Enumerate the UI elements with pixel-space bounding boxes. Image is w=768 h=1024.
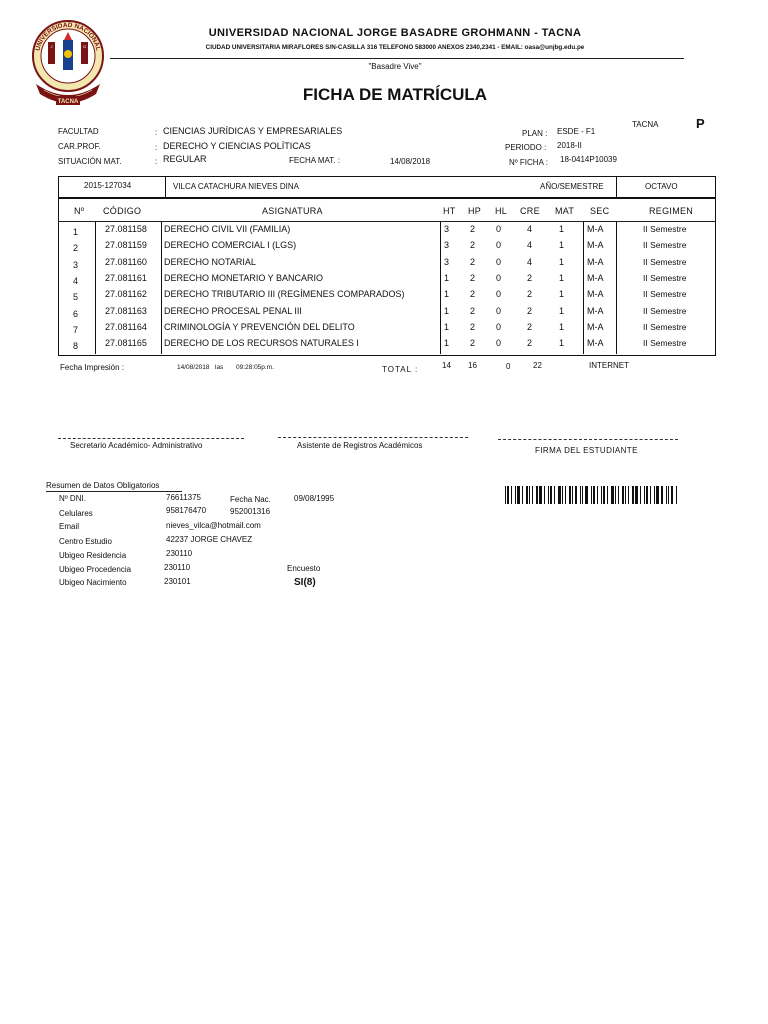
- barcode-bar: [548, 486, 549, 504]
- table-cell: 3: [73, 259, 79, 270]
- signature-student: FIRMA DEL ESTUDIANTE: [535, 446, 638, 455]
- fecha-mat-label: FECHA MAT. :: [289, 156, 340, 165]
- email-value: nieves_vilca@hotmail.com: [166, 521, 261, 530]
- ubigeo-residence-value: 230110: [166, 549, 193, 558]
- phone-1: 958176470: [166, 506, 207, 515]
- table-cell: DERECHO MONETARIO Y BANCARIO: [164, 272, 324, 283]
- barcode-bar: [517, 486, 520, 504]
- barcode-bar: [591, 486, 592, 504]
- table-cell: II Semestre: [643, 338, 687, 349]
- barcode-bar: [615, 486, 616, 504]
- table-header-cell: CRE: [520, 206, 540, 216]
- student-divider-1: [165, 176, 166, 197]
- table-cell: 4: [527, 224, 533, 234]
- motto: "Basadre Vive": [368, 62, 422, 71]
- barcode-bar: [507, 486, 509, 504]
- summary-title: Resumen de Datos Obligatorios: [46, 481, 160, 490]
- table-cell: 2: [527, 321, 533, 332]
- table-cell: 0: [496, 240, 502, 251]
- table-header-cell: HP: [468, 206, 482, 216]
- facultad-label: FACULTAD: [58, 127, 99, 136]
- table-cell: 2: [527, 272, 533, 283]
- table-header-cell: MAT: [555, 206, 575, 216]
- table-cell: 2: [470, 256, 476, 267]
- table-cell: 0: [496, 338, 502, 349]
- table-cell: 1: [559, 240, 565, 251]
- dni-label: Nº DNI.: [59, 494, 86, 503]
- modality: INTERNET: [589, 361, 629, 370]
- signature-secretary: Secretario Académico- Administrativo: [70, 441, 203, 450]
- barcode-bar: [515, 486, 516, 504]
- survey-label: Encuesto: [287, 564, 321, 573]
- student-code: 2015-127034: [84, 181, 132, 190]
- carprof-value: DERECHO Y CIENCIAS POLÍTICAS: [163, 141, 311, 151]
- barcode-bar: [676, 486, 677, 504]
- periodo-value: 2018-II: [557, 141, 582, 150]
- table-cell: 27.081159: [105, 240, 147, 251]
- table-header-cell: Nº: [74, 206, 85, 216]
- birth-date-label: Fecha Nac.: [230, 495, 271, 504]
- table-cell: CRIMINOLOGÍA Y PREVENCIÓN DEL DELITO: [164, 321, 355, 332]
- table-cell: 27.081163: [105, 305, 147, 316]
- svg-text:UNIVERSIDAD NACIONAL: UNIVERSIDAD NACIONAL: [34, 21, 102, 52]
- table-cell: 2: [73, 243, 79, 254]
- university-seal: [30, 18, 106, 106]
- table-cell: 8: [73, 341, 79, 352]
- student-box: [58, 176, 716, 198]
- table-col-divider-1: [95, 222, 96, 354]
- table-header-cell: HT: [443, 206, 456, 216]
- table-cell: 1: [444, 305, 450, 316]
- table-cell: 2: [527, 305, 533, 316]
- barcode-bar: [580, 486, 581, 504]
- table-cell: 1: [559, 289, 565, 300]
- table-cell: 0: [496, 224, 502, 234]
- barcode-bar: [632, 486, 634, 504]
- svg-text:G: G: [82, 44, 87, 49]
- table-cell: M-A: [587, 289, 604, 300]
- print-date-label: Fecha Impresión :: [60, 363, 125, 372]
- barcode-bar: [575, 486, 577, 504]
- table-cell: 1: [444, 338, 450, 349]
- table-cell: M-A: [587, 256, 604, 267]
- table-cell: 2: [470, 338, 476, 349]
- barcode-bar: [550, 486, 552, 504]
- table-cell: II Semestre: [643, 289, 687, 300]
- barcode-bar: [607, 486, 608, 504]
- print-date: 14/08/2018: [177, 364, 210, 371]
- table-cell: M-A: [587, 321, 604, 332]
- table-cell: 1: [559, 272, 565, 283]
- plan-label: PLAN :: [522, 129, 548, 138]
- table-cell: 0: [496, 256, 502, 267]
- table-header-cell: ASIGNATURA: [262, 206, 323, 216]
- barcode-bar: [544, 486, 545, 504]
- table-cell: 27.081164: [105, 321, 147, 332]
- table-cell: 27.081165: [105, 338, 147, 349]
- table-cell: 2: [470, 224, 476, 234]
- barcode-bar: [603, 486, 605, 504]
- total-ht: 14: [442, 361, 451, 370]
- barcode-bar: [532, 486, 533, 504]
- table-col-divider-3: [440, 222, 441, 354]
- table-cell: 0: [496, 305, 502, 316]
- situacion-label: SITUACIÓN MAT.: [58, 157, 122, 166]
- barcode-bar: [536, 486, 538, 504]
- barcode-bar: [650, 486, 651, 504]
- table-cell: DERECHO TRIBUTARIO III (REGÍMENES COMPARADOS): [164, 289, 405, 300]
- ubigeo-origin-label: Ubigeo Procedencia: [59, 565, 132, 574]
- barcode-bar: [646, 486, 648, 504]
- carprof-label: CAR.PROF.: [58, 142, 101, 151]
- student-name: VILCA CATACHURA NIEVES DINA: [173, 182, 299, 191]
- table-cell: 27.081158: [105, 224, 147, 234]
- barcode-bar: [654, 486, 655, 504]
- header-rule: [110, 58, 684, 59]
- signature-assistant: Asistente de Registros Académicos: [297, 441, 423, 450]
- table-cell: DERECHO NOTARIAL: [164, 256, 256, 267]
- table-col-divider-2: [161, 222, 162, 354]
- table-cell: 4: [527, 256, 533, 267]
- barcode-bar: [562, 486, 563, 504]
- ubigeo-residence-label: Ubigeo Residencia: [59, 551, 127, 560]
- table-cell: 3: [444, 240, 450, 251]
- barcode-bar: [628, 486, 629, 504]
- ficha-value: 18-0414P10039: [560, 155, 617, 164]
- table-cell: 1: [559, 305, 565, 316]
- document-title: FICHA DE MATRÍCULA: [302, 85, 488, 104]
- table-cell: 1: [559, 256, 565, 267]
- school-label: Centro Estudio: [59, 537, 112, 546]
- table-cell: 6: [73, 308, 79, 319]
- barcode-bar: [554, 486, 555, 504]
- barcode-bar: [618, 486, 619, 504]
- student-divider-2: [616, 176, 617, 197]
- table-cell: DERECHO CIVIL VII (FAMILIA): [164, 224, 291, 234]
- table-header-cell: CÓDIGO: [103, 206, 142, 216]
- barcode-bar: [558, 486, 561, 504]
- survey-value: SI(8): [294, 577, 316, 588]
- table-cell: 27.081161: [105, 272, 147, 283]
- barcode-bar: [668, 486, 669, 504]
- total-label: TOTAL :: [382, 365, 419, 374]
- barcode-bar: [539, 486, 542, 504]
- table-cell: II Semestre: [643, 224, 687, 234]
- facultad-colon: :: [155, 128, 158, 137]
- barcode-bar: [582, 486, 583, 504]
- barcode-bar: [565, 486, 566, 504]
- dni-value: 76611375: [166, 493, 201, 502]
- ubigeo-origin-value: 230110: [164, 563, 191, 572]
- table-cell: 3: [444, 256, 450, 267]
- table-cell: II Semestre: [643, 272, 687, 283]
- barcode-bar: [644, 486, 645, 504]
- table-cell: 2: [470, 272, 476, 283]
- table-cell: 2: [527, 289, 533, 300]
- barcode-bar: [625, 486, 626, 504]
- table-cell: DERECHO PROCESAL PENAL III: [164, 305, 302, 316]
- email-label: Email: [59, 522, 80, 531]
- table-cell: M-A: [587, 305, 604, 316]
- university-name: UNIVERSIDAD NACIONAL JORGE BASADRE GROHMANN - TACNA: [208, 27, 582, 39]
- table-cell: 2: [470, 240, 476, 251]
- situacion-value: REGULAR: [163, 154, 207, 164]
- situacion-colon: :: [155, 157, 158, 166]
- barcode-bar: [569, 486, 571, 504]
- table-cell: 0: [496, 321, 502, 332]
- table-cell: 4: [73, 275, 79, 286]
- fecha-mat-value: 14/08/2018: [390, 157, 431, 166]
- table-cell: M-A: [587, 338, 604, 349]
- barcode-bar: [640, 486, 641, 504]
- ubigeo-birth-label: Ubigeo Nacimiento: [59, 578, 127, 587]
- city-label: TACNA: [632, 120, 659, 129]
- plan-value: ESDE - F1: [557, 127, 596, 136]
- print-las: las: [215, 364, 224, 371]
- table-cell: M-A: [587, 224, 604, 234]
- barcode-bar: [572, 486, 573, 504]
- university-address: CIUDAD UNIVERSITARIA MIRAFLORES S/N-CASILLA 316 TELEFONO 583000 ANEXOS 2340,2341 - EMAIL: oasa@unjbg.edu.pe: [205, 44, 585, 51]
- table-cell: 1: [444, 289, 450, 300]
- table-cell: 0: [496, 272, 502, 283]
- barcode-bar: [656, 486, 659, 504]
- signature-line-secretary: [58, 438, 244, 439]
- table-cell: 2: [470, 321, 476, 332]
- periodo-label: PERIODO :: [505, 143, 547, 152]
- year-value: OCTAVO: [645, 182, 678, 191]
- total-hp: 16: [468, 361, 477, 370]
- carprof-colon: :: [155, 143, 158, 152]
- barcode-bar: [597, 486, 598, 504]
- table-cell: 1: [559, 338, 565, 349]
- print-time: 09:28:05p.m.: [236, 364, 274, 371]
- signature-line-student: [498, 439, 678, 440]
- table-cell: II Semestre: [643, 256, 687, 267]
- svg-text:J: J: [50, 44, 53, 49]
- barcode-bar: [511, 486, 512, 504]
- summary-title-underline: [46, 491, 182, 492]
- barcode-bar: [671, 486, 673, 504]
- table-cell: 2: [527, 338, 533, 349]
- table-cell: 1: [559, 321, 565, 332]
- school-value: 42237 JORGE CHAVEZ: [166, 535, 253, 544]
- barcode-bar: [635, 486, 638, 504]
- table-header-cell: REGIMEN: [649, 206, 694, 216]
- table-cell: 2: [470, 289, 476, 300]
- table-cell: 1: [559, 224, 565, 234]
- total-cre: 22: [533, 361, 542, 370]
- barcode-bar: [522, 486, 523, 504]
- phones-label: Celulares: [59, 509, 93, 518]
- total-hl: 0: [506, 362, 511, 371]
- corner-mark: P: [696, 116, 705, 131]
- table-col-divider-5: [616, 222, 617, 354]
- ubigeo-birth-value: 230101: [164, 577, 191, 586]
- signature-line-assistant: [278, 437, 468, 438]
- table-cell: II Semestre: [643, 321, 687, 332]
- svg-text:TACNA: TACNA: [57, 99, 79, 105]
- table-cell: 3: [444, 224, 450, 234]
- table-cell: 27.081160: [105, 256, 147, 267]
- table-cell: M-A: [587, 272, 604, 283]
- table-header-cell: SEC: [590, 206, 610, 216]
- barcode-bar: [622, 486, 624, 504]
- table-cell: 7: [73, 324, 79, 335]
- barcode: [505, 486, 680, 504]
- table-cell: 4: [527, 240, 533, 251]
- table-cell: 27.081162: [105, 289, 147, 300]
- barcode-bar: [611, 486, 614, 504]
- table-cell: 1: [444, 321, 450, 332]
- barcode-bar: [666, 486, 667, 504]
- table-cell: 1: [73, 227, 79, 237]
- table-cell: 5: [73, 292, 79, 303]
- barcode-bar: [593, 486, 595, 504]
- barcode-bar: [585, 486, 588, 504]
- table-cell: DERECHO DE LOS RECURSOS NATURALES I: [164, 338, 359, 349]
- table-header-cell: HL: [495, 206, 508, 216]
- phone-2: 952001316: [230, 507, 271, 516]
- barcode-bar: [505, 486, 506, 504]
- birth-date-value: 09/08/1995: [294, 494, 335, 503]
- ficha-label: Nº FICHA :: [509, 158, 548, 167]
- barcode-bar: [601, 486, 602, 504]
- year-label: AÑO/SEMESTRE: [540, 182, 604, 191]
- table-cell: II Semestre: [643, 305, 687, 316]
- table-cell: M-A: [587, 240, 604, 251]
- table-cell: II Semestre: [643, 240, 687, 251]
- table-cell: 0: [496, 289, 502, 300]
- table-col-divider-4: [583, 222, 584, 354]
- barcode-bar: [526, 486, 528, 504]
- facultad-value: CIENCIAS JURÍDICAS Y EMPRESARIALES: [163, 126, 343, 136]
- table-cell: DERECHO COMERCIAL I (LGS): [164, 240, 297, 251]
- table-cell: 2: [470, 305, 476, 316]
- barcode-bar: [661, 486, 663, 504]
- barcode-bar: [529, 486, 530, 504]
- table-cell: 1: [444, 272, 450, 283]
